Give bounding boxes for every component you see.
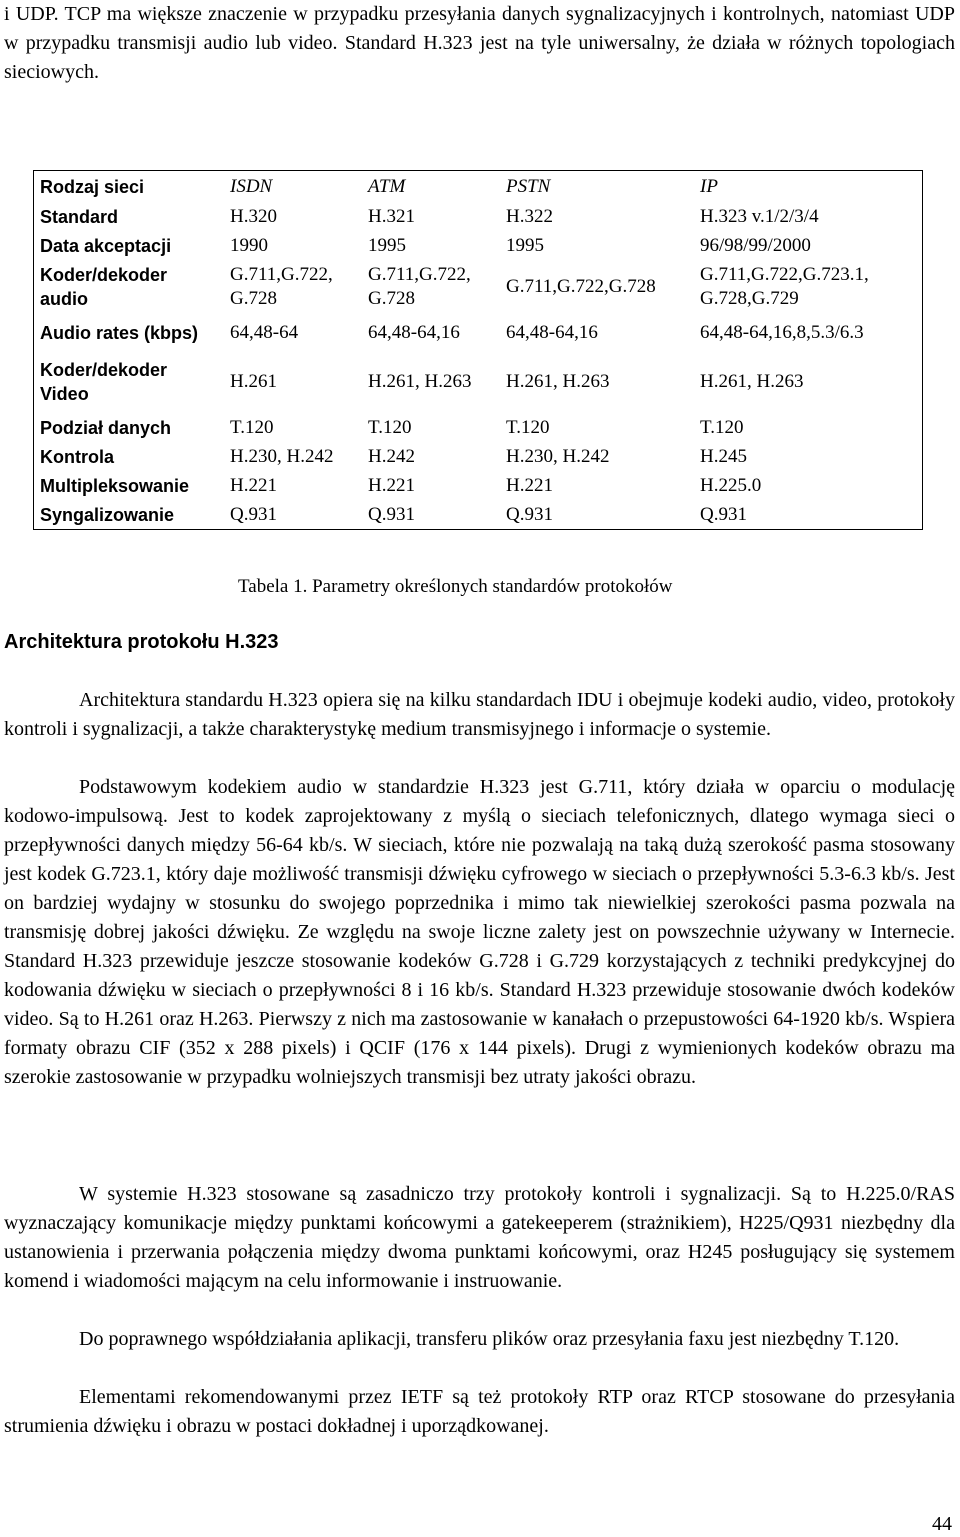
table-cell: H.221: [506, 474, 553, 496]
table-cell: 64,48-64: [230, 321, 299, 343]
table-row: [34, 442, 923, 471]
table-cell: 1995: [506, 234, 544, 256]
table-row-label: Standard: [40, 206, 119, 227]
table-cell: Q.931: [506, 503, 553, 525]
table-cell: 64,48-64,16,8,5.3/6.3: [700, 321, 864, 343]
table-cell: H.225.0: [700, 474, 762, 496]
table-row-label: Audio rates (kbps): [40, 322, 199, 343]
table-row: [34, 500, 923, 530]
table-header-row: [34, 171, 923, 203]
table-cell: H.261, H.263: [700, 371, 804, 392]
table-cell: H.261, H.263: [506, 371, 610, 392]
body-paragraph: Elementami rekomendowanymi przez IETF są też protokoły RTP oraz RTCP stosowane do przesyłania strumienia dźwięku i obrazu w postaci dokładnej i uporządkowanej.: [4, 1386, 955, 1437]
table-cell: H.230, H.242: [230, 445, 334, 467]
table-cell: 1990: [230, 234, 268, 256]
page-number: 44: [932, 1513, 952, 1535]
table-cell: 64,48-64,16: [506, 321, 598, 343]
table-caption: Tabela 1. Parametry określonych standardów protokołów: [238, 576, 673, 597]
table-cell: H.323 v.1/2/3/4: [700, 205, 819, 227]
section-heading: Architektura protokołu H.323: [4, 631, 279, 653]
table-cell: H.221: [368, 474, 415, 496]
table-header-cell: PSTN: [506, 175, 551, 197]
table-row-label: Koder/dekoder audio: [40, 265, 168, 309]
table-cell: H.230, H.242: [506, 445, 610, 467]
table-header-cell: ATM: [368, 175, 406, 197]
table-row: [34, 202, 923, 231]
table-row-label: Data akceptacji: [40, 235, 172, 256]
table-cell: H.245: [700, 445, 747, 467]
table-row: [34, 413, 923, 442]
body-paragraph: Podstawowym kodekiem audio w standardzie H.323 jest G.711, który działa w oparciu o modulację kodowo-impulsową. Jest to kodek zaprojektowany z myślą o sieciach telefonicznych, dlatego wymaga sieci o przepływności danych między 56-64 kb/s. W sieciach, które nie pozwalają na taką dużą szerokość pasma stosowany jest kodek G.723.1, który daje możliwość transmisji dźwięku cyfrowego w sieciach o przepływności 5.3-6.3 kb/s. Jest on bardziej wydajny w stosunku do swojego poprzednika i mimo tak niewielkiej szerokości pasma pozwala na transmisję dobrej jakości dźwięku. Ze względu na swoje liczne zalety jest on powszechnie używany w Internecie. Standard H.323 przewiduje jeszcze stosowanie kodeków G.728 i G.729 korzystających z techniki predykcyjnej do kodowania dźwięku w sieciach o przepływności 8 i 16 kb/s. Standard H.323 przewiduje stosowanie dwóch kodeków video. Są to H.261 oraz H.263. Pierwszy z nich ma zastosowanie w kanałach o przepustowości 64-1920 kb/s. Wspiera formaty obrazu CIF (352 x 288 pixels) i QCIF (176 x 144 pixels). Drugi z wymienionych kodeków obrazu ma szerokie zastosowanie w przypadku wolniejszych transmisji bez utraty jakości obrazu.: [4, 776, 955, 1088]
table-row: [34, 351, 923, 413]
table-cell: 96/98/99/2000: [700, 234, 811, 256]
table-cell: H.242: [368, 445, 415, 467]
table-row-label: Podział danych: [40, 417, 172, 438]
table-row-label: Rodzaj sieci: [40, 176, 145, 197]
table-cell: 64,48-64,16: [368, 321, 460, 343]
protocol-parameters-table: [33, 170, 923, 530]
table-cell: Q.931: [700, 503, 747, 525]
table-cell: H.320: [230, 205, 277, 227]
table-cell: 1995: [368, 234, 406, 256]
table-row: [34, 260, 923, 314]
body-paragraph: Architektura standardu H.323 opiera się na kilku standardach IDU i obejmuje kodeki audio, video, protokoły kontroli i sygnalizacji, a także charakterystykę medium transmisyjnego i informacje o systemie.: [4, 689, 955, 740]
table-cell: T.120: [506, 416, 550, 438]
intro-paragraph: i UDP. TCP ma większe znaczenie w przypadku przesyłania danych sygnalizacyjnych i kontrolnych, natomiast UDP w przypadku transmisji audio lub video. Standard H.323 jest na tyle uniwersalny, że działa w różnych topologiach sieciowych.: [4, 3, 955, 83]
table-row: [34, 471, 923, 500]
table-cell: H.261, H.263: [368, 371, 472, 392]
table-row-label: Koder/dekoder Video: [40, 360, 168, 404]
table-header-cell: ISDN: [230, 175, 273, 197]
table-cell: G.711,G.722, G.728: [230, 264, 333, 309]
table-row-label: Syngalizowanie: [40, 504, 175, 525]
table-row: [34, 314, 923, 351]
table-cell: H.221: [230, 474, 277, 496]
table-row-label: Multipleksowanie: [40, 475, 190, 496]
table-cell: Q.931: [368, 503, 415, 525]
table-row: [34, 231, 923, 260]
table-cell: T.120: [700, 416, 744, 438]
table-cell: H.321: [368, 205, 415, 227]
table-row-label: Kontrola: [40, 446, 114, 467]
table-cell: H.322: [506, 205, 553, 227]
table-header-cell: IP: [700, 175, 718, 197]
table-cell: G.711,G.722, G.728: [368, 264, 471, 309]
table-cell: T.120: [368, 416, 412, 438]
table-cell: G.711,G.722,G.728: [506, 276, 656, 297]
body-paragraph: Do poprawnego współdziałania aplikacji, transferu plików oraz przesyłania faxu jest niezbędny T.120.: [79, 1328, 900, 1350]
table-cell: H.261: [230, 371, 277, 392]
body-paragraph: W systemie H.323 stosowane są zasadniczo trzy protokoły kontroli i sygnalizacji. Są to H.225.0/RAS wyznaczający komunikacje między punktami końcowymi a gatekeeperem (strażnikiem), H225/Q931 niezbędny dla ustanowienia i przerwania połączenia między dwoma punktami końcowymi, oraz H245 posługujący się systemem komend i wiadomości mającym na celu informowanie i instruowanie.: [4, 1183, 955, 1292]
table-cell: Q.931: [230, 503, 277, 525]
table-cell: G.711,G.722,G.723.1, G.728,G.729: [700, 264, 869, 309]
table-cell: T.120: [230, 416, 274, 438]
